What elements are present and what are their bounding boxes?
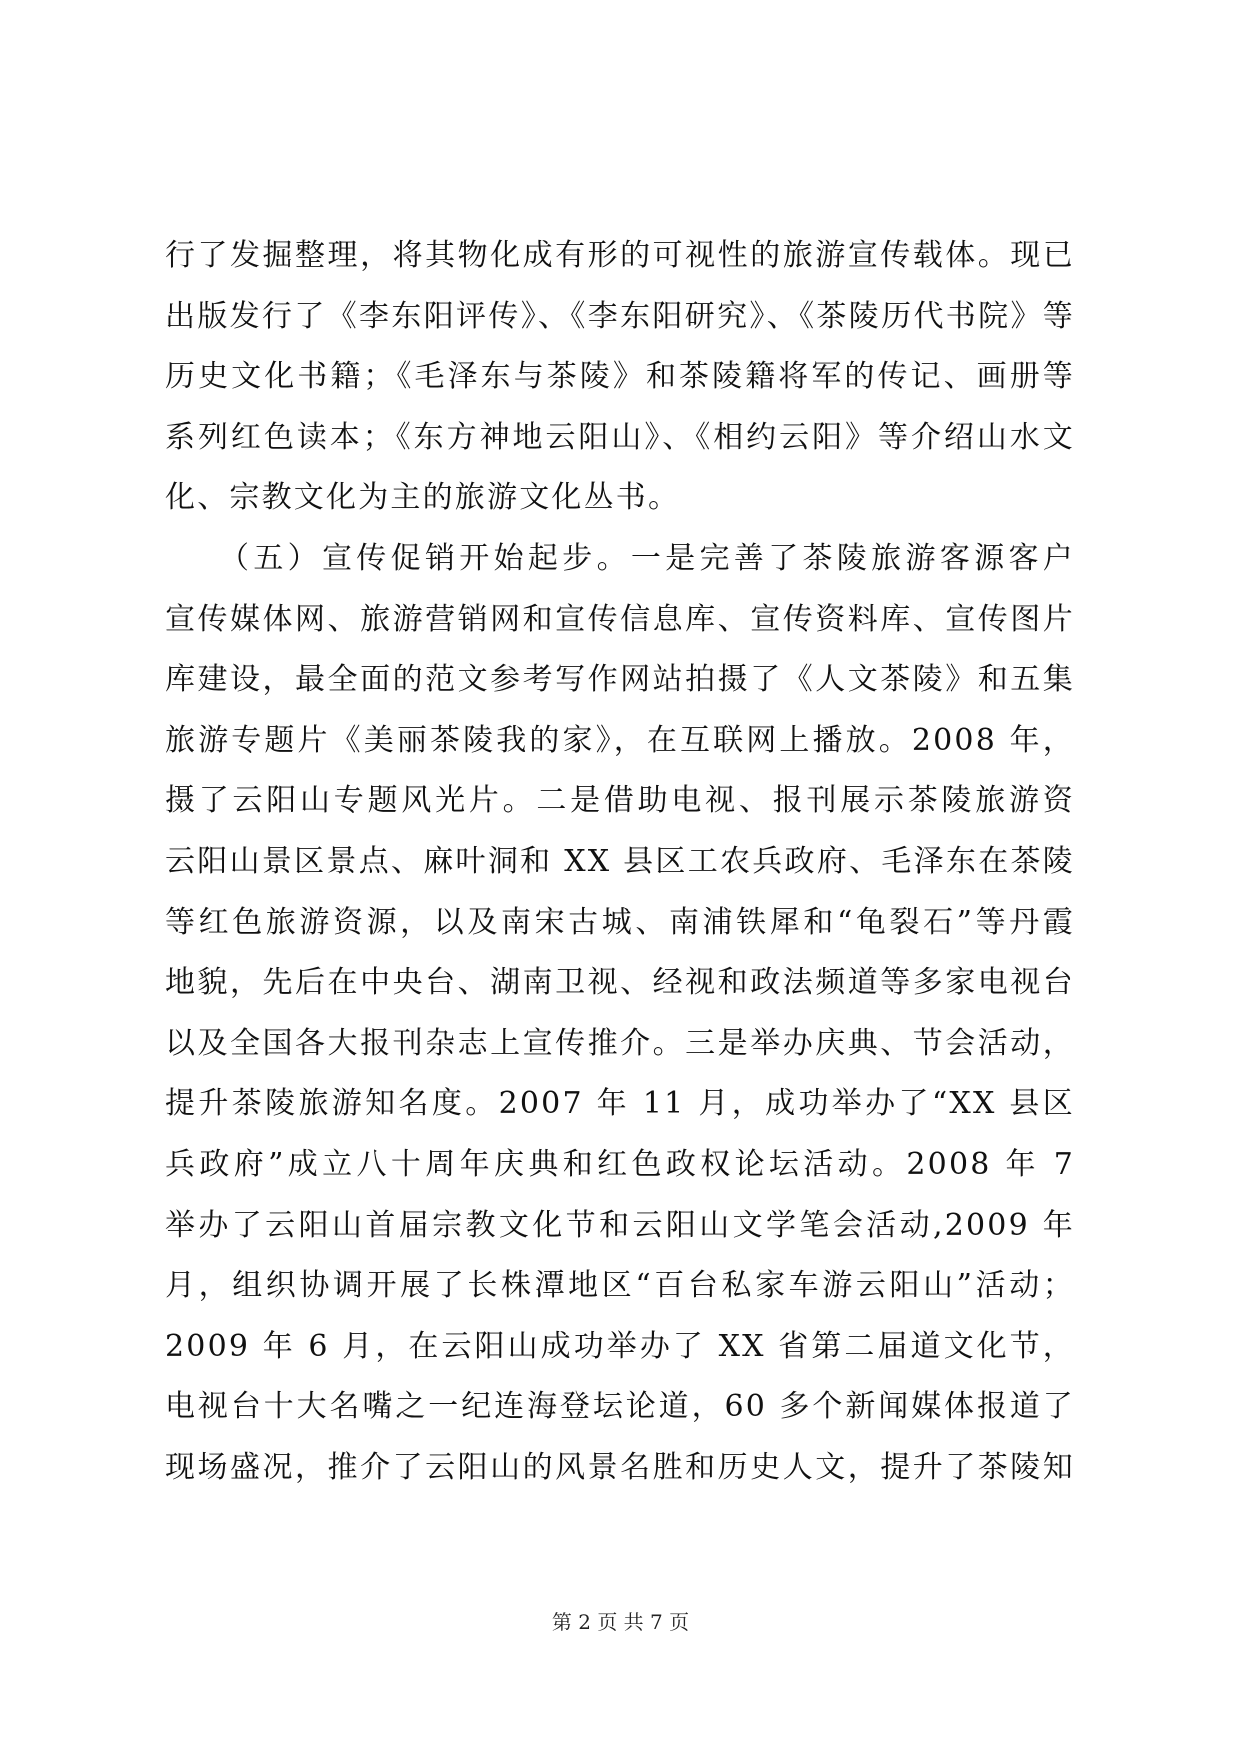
body-line: 以及全国各大报刊杂志上宣传推介。三是举办庆典、节会活动，: [165, 1025, 1075, 1061]
body-line: 云阳山景区景点、麻叶洞和 XX 县区工农兵政府、毛泽东在茶陵: [165, 843, 1075, 879]
body-line: 历史文化书籍；《毛泽东与茶陵》和茶陵籍将军的传记、画册等: [165, 359, 1075, 395]
paragraph-first-line: （五）宣传促销开始起步。一是完善了茶陵旅游客源客户: [219, 540, 1075, 576]
body-line: 提升茶陵旅游知名度。2007 年 11 月，成功举办了“XX 县区: [165, 1086, 1075, 1122]
page-footer: 第 2 页 共 7 页: [551, 1610, 690, 1634]
body-line: 行了发掘整理，将其物化成有形的可视性的旅游宣传载体。现已: [165, 238, 1075, 273]
body-line: 旅游专题片《美丽茶陵我的家》，在互联网上播放。2008 年，: [165, 722, 1075, 758]
body-line: 化、宗教文化为主的旅游文化丛书。: [165, 480, 681, 516]
body-line: 2009 年 6 月，在云阳山成功举办了 XX 省第二届道文化节，: [165, 1328, 1075, 1364]
body-line: 月，组织协调开展了长株潭地区“百台私家车游云阳山”活动；: [165, 1268, 1075, 1304]
body-line: 库建设，最全面的范文参考写作网站拍摄了《人文茶陵》和五集: [165, 662, 1075, 698]
body-line: 现场盛况，推介了云阳山的风景名胜和历史人文，提升了茶陵知: [165, 1449, 1075, 1485]
body-line: 摄了云阳山专题风光片。二是借助电视、报刊展示茶陵旅游资: [165, 783, 1075, 819]
body-line: 兵政府”成立八十周年庆典和红色政权论坛活动。2008 年 7: [165, 1146, 1075, 1182]
body-line: 地貌，先后在中央台、湖南卫视、经视和政法频道等多家电视台: [165, 965, 1075, 1001]
body-line: 举办了云阳山首届宗教文化节和云阳山文学笔会活动,2009 年: [165, 1207, 1075, 1243]
document-body: [165, 226, 1075, 1498]
body-line: 宣传媒体网、旅游营销网和宣传信息库、宣传资料库、宣传图片: [165, 601, 1075, 637]
body-line: 系列红色读本；《东方神地云阳山》、《相约云阳》等介绍山水文: [165, 419, 1075, 455]
body-line: 等红色旅游资源，以及南宋古城、南浦铁犀和“龟裂石”等丹霞: [165, 904, 1075, 940]
body-line: 出版发行了《李东阳评传》、《李东阳研究》、《茶陵历代书院》等: [165, 298, 1075, 334]
body-line: 电视台十大名嘴之一纪连海登坛论道，60 多个新闻媒体报道了: [165, 1389, 1075, 1425]
